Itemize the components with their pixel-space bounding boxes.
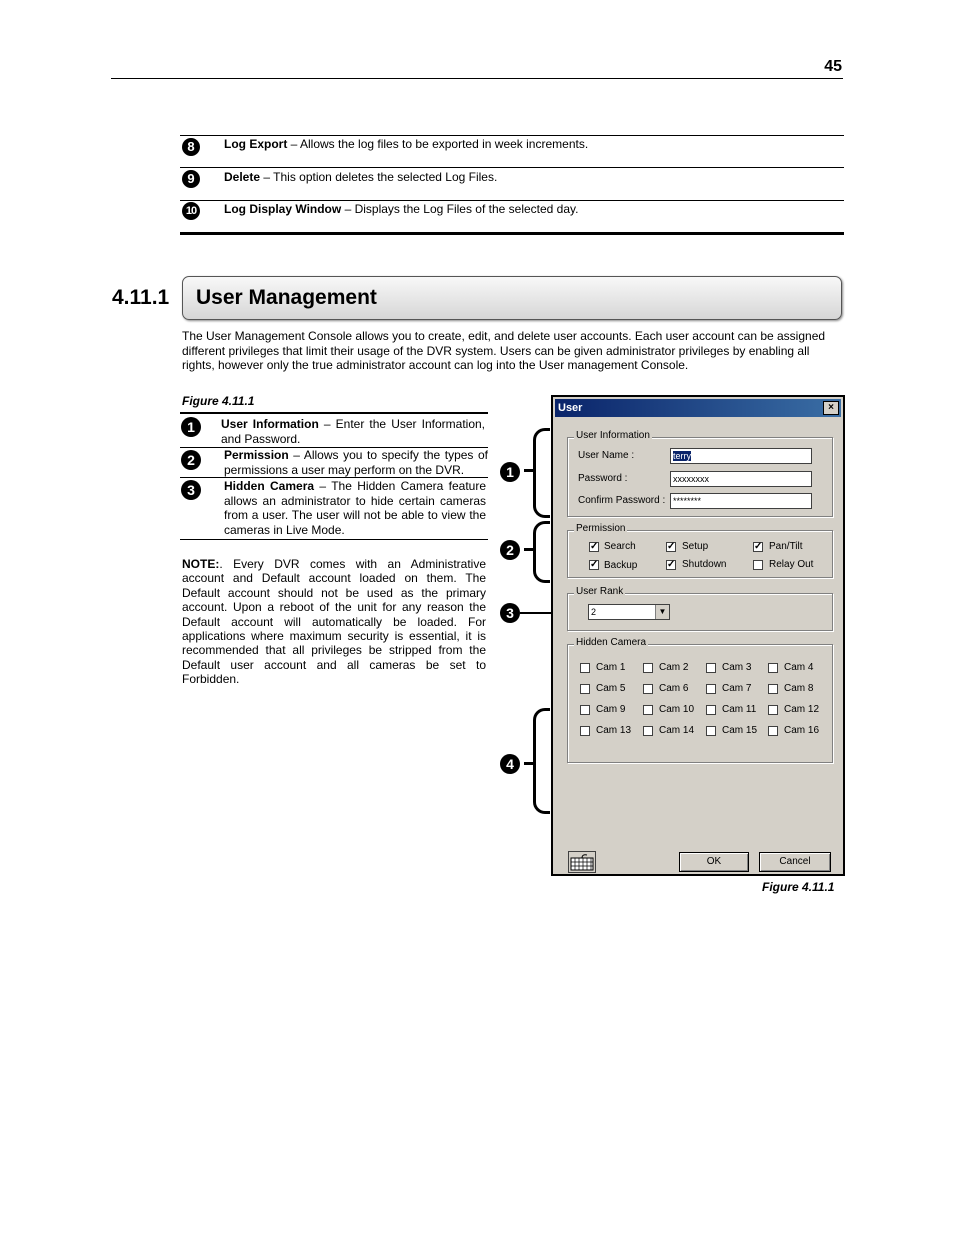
pan-tilt-checkbox[interactable]: ✓ [754, 541, 763, 552]
camera-checkbox[interactable] [643, 663, 653, 673]
legend-desc: – Enter the User Information, and Password. [221, 417, 486, 446]
camera-checkbox[interactable] [643, 705, 653, 715]
log-row-term: Delete [224, 170, 261, 184]
permission-label: Setup [682, 541, 709, 552]
permission-label: Shutdown [682, 559, 727, 570]
password-input[interactable]: xxxxxxxx [670, 471, 812, 487]
cancel-button[interactable]: Cancel [759, 852, 831, 872]
group-label: User Information [576, 430, 650, 441]
confirm-password-label: Confirm Password : [578, 495, 666, 506]
section-title: User Management [196, 286, 377, 309]
legend-top-rule [180, 412, 488, 414]
dialog-title: User [558, 402, 583, 414]
user-information-group [567, 430, 833, 517]
table-top-rule [180, 135, 844, 136]
legend-term: Permission [224, 448, 289, 462]
note-label: NOTE: [182, 557, 220, 571]
setup-checkbox[interactable]: ✓ [667, 541, 676, 552]
camera-checkbox[interactable] [768, 684, 778, 694]
close-icon[interactable]: × [823, 401, 839, 415]
log-row-desc: – Allows the log files to be exported in week increments. [287, 137, 589, 151]
camera-checkbox[interactable] [706, 684, 716, 694]
note-paragraph [182, 557, 486, 687]
camera-checkbox[interactable] [706, 705, 716, 715]
password-label: Password : [578, 473, 628, 484]
group-label: Hidden Camera [576, 637, 647, 648]
search-checkbox[interactable]: ✓ [590, 541, 599, 552]
callout-3-icon: 3 [181, 480, 201, 500]
user-dialog [551, 395, 845, 876]
keyboard-icon[interactable] [568, 851, 596, 873]
row-divider [180, 200, 844, 201]
log-row-8 [224, 137, 588, 151]
permission-group [567, 523, 833, 578]
legend-user-information [221, 417, 485, 446]
section-number: 4.11.1 [112, 286, 170, 309]
camera-label: Cam 7 [722, 683, 752, 694]
permission-label: Search [604, 541, 636, 552]
camera-label: Cam 6 [659, 683, 689, 694]
camera-label: Cam 14 [659, 725, 695, 736]
callout-9-icon: 9 [182, 170, 200, 188]
figure-caption: Figure 4.11.1 [762, 880, 835, 894]
callout-4-icon: 4 [500, 754, 520, 774]
figure-label: Figure 4.11.1 [182, 394, 255, 408]
callout-10-icon: 10 [182, 202, 200, 220]
camera-label: Cam 15 [722, 725, 758, 736]
log-row-term: Log Export [224, 137, 288, 151]
camera-checkbox[interactable] [580, 663, 590, 673]
header-rule [111, 78, 843, 79]
camera-checkbox[interactable] [768, 726, 778, 736]
callout-2-icon: 2 [181, 450, 201, 470]
camera-label: Cam 12 [784, 704, 820, 715]
legend-hidden-camera [224, 479, 486, 537]
note-text: . Every DVR comes with an Administrative account and Default account loaded on them. The Default account should not be used as the primary account. Upon a reboot of the unit for any reason the Default account will automatically be loaded. For applications where maximum security is essential, it is recommended that all privileges be stripped from the Default user account and all cameras be set to Forbidden. [182, 557, 486, 687]
page-number: 45 [824, 58, 842, 75]
confirm-password-input[interactable]: ******** [670, 493, 812, 509]
relay-out-checkbox[interactable] [753, 560, 763, 570]
section-intro: The User Management Console allows you to create, edit, and delete user accounts. Each user account can be assigned different privileges that limit their usage of the DVR system. Users can be given administrator privileges by enabling all rights, however only the true administrator account can log into the User management Console. [182, 329, 826, 372]
bracket-permission [533, 521, 550, 583]
table-bottom-rule [180, 232, 844, 235]
shutdown-checkbox[interactable]: ✓ [667, 559, 676, 570]
bracket-nub [524, 469, 534, 472]
user-name-input[interactable] [670, 448, 812, 464]
camera-label: Cam 16 [784, 725, 820, 736]
log-row-desc: – Displays the Log Files of the selected day. [341, 202, 579, 216]
bracket-nub [524, 762, 534, 765]
camera-label: Cam 8 [784, 683, 814, 694]
log-row-term: Log Display Window [224, 202, 342, 216]
permission-label: Pan/Tilt [769, 541, 803, 552]
legend-term: Hidden Camera [224, 479, 315, 493]
camera-checkbox[interactable] [643, 684, 653, 694]
permission-label: Backup [604, 560, 638, 571]
camera-checkbox[interactable] [580, 684, 590, 694]
callout-2-icon: 2 [500, 540, 520, 560]
legend-desc: – Allows you to specify the types of permissions a user may perform on the DVR. [224, 448, 488, 477]
row-divider [180, 167, 844, 168]
hidden-camera-group [567, 637, 833, 763]
camera-label: Cam 3 [722, 662, 752, 673]
legend-permission [224, 448, 488, 477]
log-row-10 [224, 202, 578, 216]
callout-1-icon: 1 [500, 462, 520, 482]
bracket-user-information [533, 428, 550, 518]
camera-checkbox[interactable] [706, 726, 716, 736]
camera-label: Cam 13 [596, 725, 632, 736]
camera-checkbox[interactable] [643, 726, 653, 736]
backup-checkbox[interactable]: ✓ [590, 559, 599, 570]
chevron-down-icon[interactable]: ▼ [655, 605, 669, 619]
dialog-title-bar [555, 399, 841, 417]
camera-checkbox[interactable] [706, 663, 716, 673]
camera-label: Cam 11 [722, 704, 757, 715]
legend-term: User Information [221, 417, 319, 431]
camera-checkbox[interactable] [580, 726, 590, 736]
bracket-hidden-camera [533, 708, 550, 814]
camera-label: Cam 5 [596, 683, 626, 694]
keyboard-icon-graphic [569, 852, 595, 872]
camera-label: Cam 4 [784, 662, 814, 673]
user-name-label: User Name : [578, 450, 635, 461]
group-label: User Rank [576, 586, 624, 597]
callout-1-icon: 1 [181, 417, 201, 437]
callout-8-icon: 8 [182, 138, 200, 156]
permission-label: Relay Out [769, 559, 814, 570]
callout-3-icon: 3 [500, 603, 520, 623]
group-label: Permission [576, 523, 626, 534]
legend-desc: – The Hidden Camera feature allows an administrator to hide certain cameras from a user. The user will not be able to view the cameras in Live Mode. [224, 479, 486, 537]
camera-checkbox[interactable] [580, 705, 590, 715]
log-row-9 [224, 170, 497, 184]
camera-checkbox[interactable] [768, 663, 778, 673]
camera-label: Cam 1 [596, 662, 626, 673]
ok-button[interactable]: OK [679, 852, 749, 872]
bracket-nub [524, 548, 534, 551]
user-name-value: terry [673, 451, 691, 461]
legend-bottom-rule [180, 539, 488, 540]
user-rank-value: 2 [591, 607, 597, 617]
user-rank-group [567, 586, 833, 631]
camera-label: Cam 9 [596, 704, 626, 715]
legend-divider [180, 477, 488, 478]
log-row-desc: – This option deletes the selected Log Files. [260, 170, 498, 184]
user-rank-select[interactable] [588, 604, 670, 620]
camera-label: Cam 10 [659, 704, 695, 715]
camera-label: Cam 2 [659, 662, 689, 673]
camera-checkbox[interactable] [768, 705, 778, 715]
